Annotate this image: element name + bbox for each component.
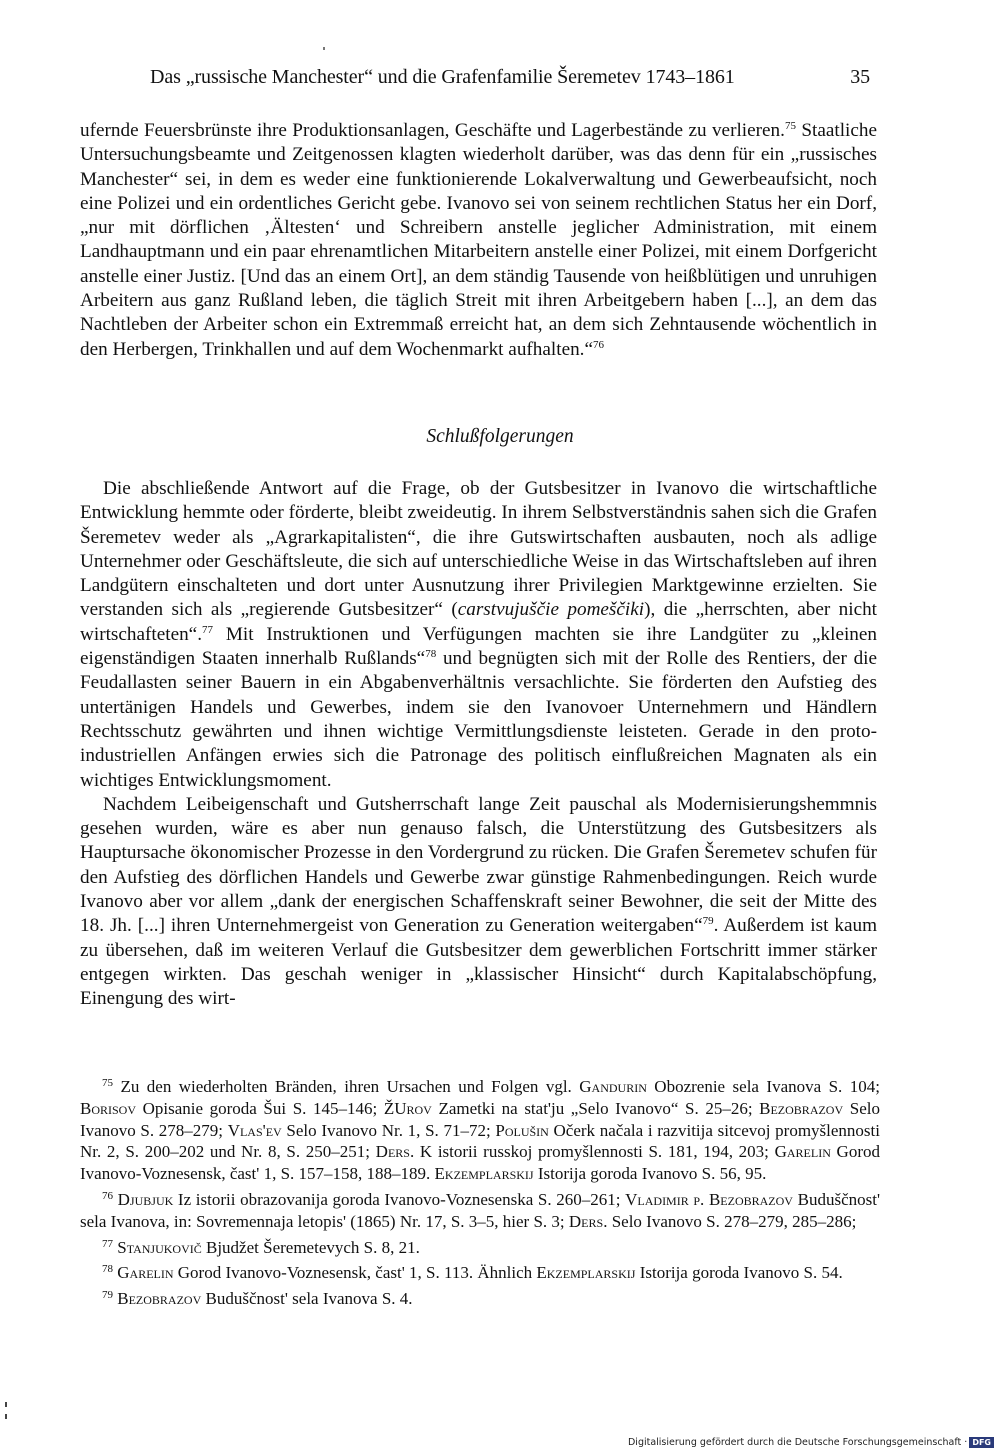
- text-run: Mit Instruktionen und Verfügungen machten sie ihre Landgüter zu „kleinen eigenständigen Staaten innerhalb Rußlands“: [80, 623, 877, 670]
- footnote-ref-76: 76: [593, 338, 604, 351]
- author-name: Ekzemplarskij: [434, 1164, 534, 1184]
- footnote-ref-77: 77: [202, 623, 213, 636]
- footnote-text: Bezobrazov Buduščnost' sela Ivanova S. 4.: [117, 1289, 413, 1309]
- text-run: Staatliche Untersuchungsbeamte und Zeitgenossen klagten wiederholt darüber, was das denn für ein „russisches Manchester“ sei, in dem es weder eine funktionierende Lokalverwaltung und Gewerbeaufsicht, noch eine Polizei und ein ordentliches Gericht gebe. Ivanovo sei von seinem rechtlichen Status her ein Dorf, „nur mit dörflichen ‚Ältesten‘ und Schreibern anstelle jeglicher Administration, mit einem Landhauptmann und ein paar ehrenamtlichen Mitarbeitern anstelle einer Polizei, mit einem Dorfgericht anstelle einer Justiz. [Und das an einem Ort], an dem ständig Tausende von heißblütigen und unruhigen Arbeitern aus ganz Rußland leben, die täglich Streit mit ihren Arbeitgebern haben [...], an dem das Nachtleben der Arbeiter schon ein Extremmaß erreicht hat, an dem sich Zehntausende wöchentlich in den Herbergen, Trinkhallen und auf dem Wochenmarkt aufhalten.“: [80, 120, 877, 360]
- page-number: 35: [850, 66, 870, 88]
- footnote-ref-79: 79: [702, 915, 714, 928]
- paragraph-1: [80, 477, 877, 793]
- footnote-mark: 78: [102, 1263, 113, 1276]
- paragraph-continuation: [80, 119, 877, 362]
- footnotes: [80, 1076, 880, 1314]
- credit-text: Digitalisierung gefördert durch die Deutsche Forschungsgemeinschaft ·: [627, 1437, 968, 1448]
- author-name: Ders.: [375, 1142, 415, 1162]
- text-run: ufernde Feuersbrünste ihre Produktionsanlagen, Geschäfte und Lagerbestände zu verlieren.: [80, 120, 785, 141]
- author-name: Stanjukovič: [117, 1237, 202, 1257]
- footnote-mark: 76: [102, 1189, 113, 1202]
- dfg-logo: DFG: [969, 1437, 994, 1448]
- text-run: und begnügten sich mit der Rolle des Rentiers, der die Feudallasten seiner Bauern in ein Abgabenverhältnis versachlichte. Sie förderten den Aufstieg des untertänigen Handels und Gewerbes, indem sie den Ivanovoer Unternehmern und Händlern Rechtsschutz gewährten und ihnen wichtige Vermittlungsdienste leisteten. Gerade in den proto-industriellen Anfängen erwies sich die Patronage des politisch einflußreichen Magnaten als ein wichtiges Entwicklungsmoment.: [80, 648, 878, 791]
- footnote-text: Stanjukovič Bjudžet Šeremetevych S. 8, 21.: [117, 1237, 420, 1257]
- scan-speck: [323, 47, 325, 50]
- italic-term: carstvujuščie pomeščiki: [457, 599, 645, 621]
- author-name: Borisov: [80, 1098, 137, 1118]
- author-name: Djubjuk: [117, 1189, 174, 1209]
- footnote-text: Garelin Gorod Ivanovo-Voznesensk, čast' 1, S. 113. Ähnlich Ekzemplarskij Istorija goroda Ivanovo S. 54.: [117, 1263, 843, 1283]
- author-name: Garelin: [774, 1142, 831, 1162]
- author-name: Polušin: [495, 1120, 549, 1140]
- text-run: . Außerdem ist kaum zu übersehen, daß im weiteren Verlauf die Gutsbesitzer dem gewerblichen Fortschritt immer stärker entgegen wirkten. Das geschah weniger in „klassischer Hinsicht“ durch Kapitalabschöpfung, Einengung des wirt-: [80, 915, 878, 1010]
- text-run: ), die „herrschten, aber nicht wirtschafteten“.: [80, 599, 878, 645]
- footnote-75: [80, 1076, 880, 1185]
- digitization-credit: [628, 1437, 994, 1448]
- author-name: Bezobrazov: [708, 1189, 793, 1209]
- text-run: Nachdem Leibeigenschaft und Gutsherrschaft lange Zeit pauschal als Modernisierungshemmnis gesehen wurden, wäre es aber nun genauso falsch, die Unterstützung des Gutsbesitzers als Hauptursache ökonomischer Prozesse in den Vordergrund zu rücken. Die Grafen Šeremetev schufen für den Aufstieg des dörflichen Handels und Gewerbe zwar günstige Rahmenbedingungen. Reich wurde Ivanovo aber vor allem „dank der energischen Schaffenskraft seiner Bewohner, die seit der Mitte des 18. Jh. [...] ihren Unternehmergeist von Generation zu Generation weitergaben“: [80, 793, 877, 937]
- scan-edge-marks: [2, 1402, 12, 1432]
- footnote-78: [80, 1262, 880, 1284]
- footnote-77: [80, 1237, 880, 1259]
- footnote-ref-75: 75: [784, 120, 796, 132]
- running-header: [150, 64, 870, 90]
- footnote-ref-78: 78: [425, 648, 437, 661]
- footnote-text: Zu den wiederholten Bränden, ihren Ursachen und Folgen vgl. Gandurin Obozrenie sela Ivanova S. 104; Borisov Opisanie goroda Šui S. 145–146; ŽUrov Zametki na stat'ju „Selo Ivanovo“ S. 25–26; Bezobrazov Selo Ivanovo S. 278–279; Vlas'ev Selo Ivanovo Nr. 1, S. 71–72; Polušin Očerk načala i razvitija sitcevoj promyšlennosti Nr. 2, S. 200–202 und Nr. 8, S. 250–251; Ders. K istorii russkoj promyšlennosti S. 181, 194, 203; Garelin Gorod Ivanovo-Voznesensk, čast' 1, S. 157–158, 188–189. Ekzemplarskij Istorija goroda Ivanovo S. 56, 95.: [80, 1077, 880, 1184]
- section-heading: Schlußfolgerungen: [426, 426, 574, 447]
- footnote-mark: 75: [102, 1077, 113, 1089]
- author-name: Urov: [394, 1098, 432, 1118]
- author-name: Ders.: [568, 1211, 608, 1231]
- author-name: Garelin: [117, 1263, 174, 1283]
- footnote-text: Djubjuk Iz istorii obrazovanija goroda Ivanovo-Voznesenska S. 260–261; Vladimir p. Bezobrazov Buduščnost' sela Ivanova, in: Sovremennaja letopis' (1865) Nr. 17, S. 3–5, hier S. 3; Ders. Selo Ivanovo S. 278–279, 285–286;: [80, 1189, 881, 1231]
- author-name: Gandurin: [579, 1077, 647, 1096]
- footnote-mark: 77: [102, 1237, 113, 1250]
- author-name: Bezobrazov: [759, 1098, 844, 1118]
- paragraph-2: [80, 793, 877, 1012]
- author-name: Vlas'ev: [227, 1120, 282, 1140]
- footnote-76: [80, 1189, 880, 1233]
- author-name: Bezobrazov: [117, 1289, 202, 1309]
- footnote-mark: 79: [102, 1289, 113, 1302]
- text-run: Die abschließende Antwort auf die Frage, ob der Gutsbesitzer in Ivanovo die wirtschaftliche Entwicklung hemmte oder förderte, bleibt zweideutig. In ihrem Selbstverständnis sahen sich die Grafen Šeremetev weder als „Agrarkapitalisten“, die ihre Gutswirtschaften ausbauten, noch als adlige Unternehmer oder Geschäftsleute, die sich auf unterschiedliche Weise in das Wirtschaftsleben auf ihren Landgütern einschalteten und dort unter Ausnutzung ihrer Privilegien Marktgewinne erzielten. Sie verstanden sich als „regierende Gutsbesitzer“ (: [80, 478, 877, 621]
- author-name: Vladimir p.: [625, 1189, 705, 1209]
- running-title: Das „russische Manchester“ und die Grafenfamilie Šeremetev 1743–1861: [150, 66, 735, 88]
- footnote-79: [80, 1288, 880, 1310]
- author-name: Ekzemplarskij: [536, 1263, 636, 1283]
- body-text-top: [80, 119, 877, 362]
- body-text-main: [80, 477, 877, 1012]
